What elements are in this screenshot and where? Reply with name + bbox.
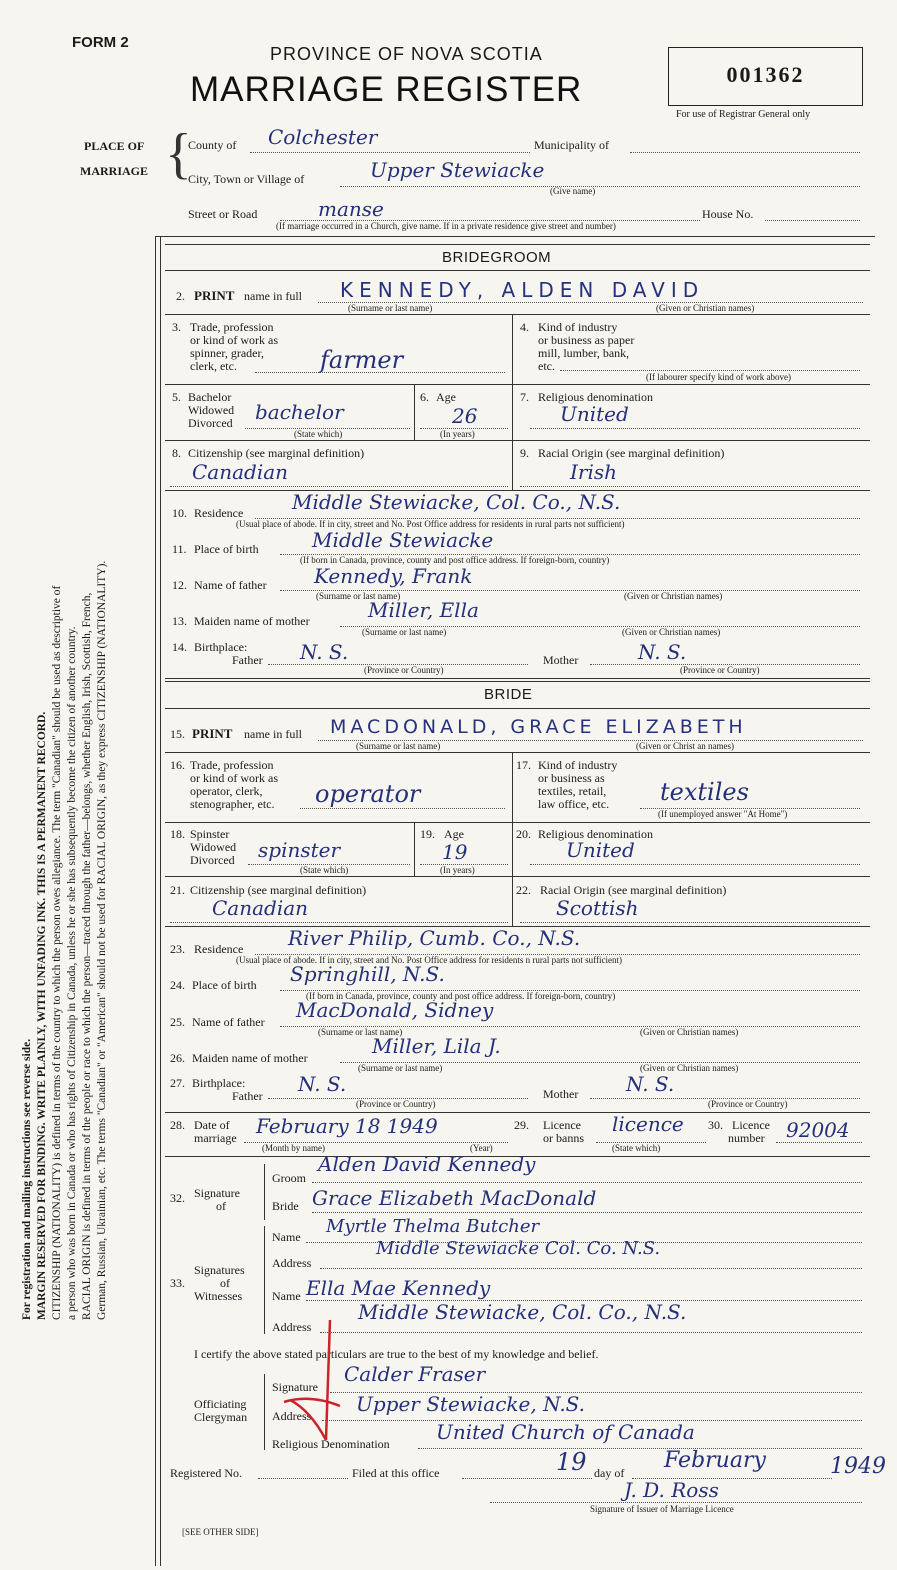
f33-l1: Signatures (194, 1263, 245, 1277)
f13-given-caption: (Given or Christian names) (622, 627, 721, 637)
f2-label: name in full (244, 289, 302, 303)
f23-note: (Usual place of abode. If in city, street and No. Post Office address for residents n rural parts not sufficient) (236, 955, 622, 965)
registrar-note: For use of Registrar General only (676, 109, 811, 120)
f27-label: Birthplace: (192, 1076, 246, 1090)
f10-num: 10. (172, 506, 187, 520)
bride-birthplace: Springhill, N.S. (290, 962, 445, 986)
bride-age: 19 (442, 840, 468, 864)
f3-l1: Trade, profession (190, 320, 274, 334)
clergy-signature: Calder Fraser (344, 1362, 486, 1386)
f28-num: 28. (170, 1118, 185, 1132)
f33-l3: Witnesses (194, 1289, 243, 1303)
bride-signature: Grace Elizabeth MacDonald (312, 1186, 597, 1210)
groom-racial-origin: Irish (570, 460, 618, 484)
f18-l2: Widowed (190, 840, 237, 854)
f32-l1: Signature (194, 1186, 240, 1200)
place-label-2: MARRIAGE (80, 164, 148, 178)
groom-citizenship: Canadian (192, 460, 289, 484)
f28-l1: Date of (194, 1118, 230, 1132)
month-caption: (Month by name) (262, 1143, 325, 1153)
bride-heading: BRIDE (484, 686, 533, 703)
bride-father-province-caption: (Province or Country) (356, 1099, 436, 1109)
f25-given-caption: (Given or Christian names) (640, 1027, 739, 1037)
f22-label: Racial Origin (see marginal definition) (540, 883, 727, 897)
w1-name-label: Name (272, 1230, 301, 1244)
f26-num: 26. (170, 1051, 185, 1065)
place-label-1: PLACE OF (84, 139, 145, 153)
f17-l2: or business as (538, 771, 605, 785)
f33-l2: of (220, 1276, 230, 1290)
bride-citizenship: Canadian (212, 896, 309, 920)
groom-full-name: KENNEDY, ALDEN DAVID (340, 278, 705, 302)
f16-num: 16. (170, 758, 185, 772)
f3-num: 3. (172, 320, 181, 334)
page-title: MARRIAGE REGISTER (190, 70, 583, 109)
province-title: PROVINCE OF NOVA SCOTIA (270, 44, 543, 64)
groom-in-years: (In years) (440, 429, 475, 439)
f11-note: (If born in Canada, province, county and post office address. If foreign-born, country) (300, 555, 610, 565)
witness2-name: Ella Mae Kennedy (306, 1276, 491, 1300)
f4-l4: etc. (538, 359, 555, 373)
f18-l3: Divorced (190, 853, 235, 867)
f29-l1: Licence (543, 1118, 581, 1132)
bride-sig-label: Bride (272, 1199, 299, 1213)
bride-surname-caption: (Surname or last name) (356, 741, 441, 751)
form-label: FORM 2 (72, 34, 129, 51)
filed-day: 19 (556, 1448, 587, 1476)
see-other-side: [SEE OTHER SIDE] (182, 1527, 259, 1537)
red-check-mark (280, 1310, 380, 1450)
groom-mother-label: Mother (543, 653, 579, 667)
margin-line-6: German, Russian, Ukrainian, etc. The terms "Canadian" or "American" should not be used for RACIAL ORIGIN, as they express CITIZENSHIP (NATIONALITY). (96, 560, 108, 1320)
f30-num: 30. (708, 1118, 723, 1132)
f24-note: (If born in Canada, province, county and post office address. If foreign-born, country) (306, 991, 616, 1001)
bride-given-caption: (Given or Christ an names) (636, 741, 734, 751)
f7-label: Religious denomination (538, 390, 653, 404)
f4-note: (If labourer specify kind of work above) (646, 372, 791, 382)
bride-racial-origin: Scottish (556, 896, 639, 920)
bride-residence: River Philip, Cumb. Co., N.S. (288, 926, 581, 950)
issuer-caption: Signature of Issuer of Marriage Licence (590, 1504, 734, 1514)
groom-state-which: (State which) (294, 429, 343, 439)
f5-num: 5. (172, 390, 181, 404)
f14-label: Birthplace: (194, 640, 248, 654)
f4-num: 4. (520, 320, 529, 334)
f5-l3: Divorced (188, 416, 233, 430)
f25-surname-caption: (Surname or last name) (318, 1027, 403, 1037)
f30-l2: number (728, 1131, 765, 1145)
f2-print: PRINT (194, 288, 235, 303)
f7-num: 7. (520, 390, 529, 404)
f12-surname-caption: (Surname or last name) (316, 591, 401, 601)
bride-mother-birthplace: N. S. (626, 1072, 675, 1096)
f11-label: Place of birth (194, 542, 259, 556)
groom-mother-birthplace: N. S. (638, 640, 687, 664)
f19-label: Age (444, 827, 464, 841)
groom-father-label: Father (232, 653, 263, 667)
f14-num: 14. (172, 640, 187, 654)
bride-mother-label: Mother (543, 1087, 579, 1101)
bride-marital-status: spinster (258, 838, 341, 862)
f25-label: Name of father (192, 1015, 265, 1029)
bride-full-name: MACDONALD, GRACE ELIZABETH (330, 716, 747, 738)
clergy-denomination: United Church of Canada (436, 1420, 695, 1444)
groom-mother-name: Miller, Ella (368, 598, 479, 622)
clergy-l1: Officiating (194, 1397, 247, 1411)
f3-l2: or kind of work as (190, 333, 278, 347)
city-value: Upper Stewiacke (370, 158, 545, 182)
street-label: Street or Road (188, 207, 258, 221)
bride-father-label: Father (232, 1089, 263, 1103)
groom-father-birthplace: N. S. (300, 640, 349, 664)
filed-label: Filed at this office (352, 1466, 440, 1480)
f16-l1: Trade, profession (190, 758, 274, 772)
witness1-name: Myrtle Thelma Butcher (326, 1216, 540, 1237)
year-caption: (Year) (470, 1143, 493, 1153)
county-value: Colchester (268, 125, 378, 149)
f10-note: (Usual place of abode. If in city, street and No. Post Office address for residents in rural parts not sufficient) (236, 519, 625, 529)
bride-father-birthplace: N. S. (298, 1072, 347, 1096)
bride-in-years: (In years) (440, 865, 475, 875)
f12-label: Name of father (194, 578, 267, 592)
clergy-address: Upper Stewiacke, N.S. (356, 1392, 586, 1416)
f24-label: Place of birth (192, 978, 257, 992)
f8-num: 8. (172, 446, 181, 460)
groom-given-caption: (Given or Christian names) (656, 303, 755, 313)
f24-num: 24. (170, 978, 185, 992)
f21-label: Citizenship (see marginal definition) (190, 883, 367, 897)
f19-num: 19. (420, 827, 435, 841)
f20-label: Religious denomination (538, 827, 653, 841)
place-note: (If marriage occurred in a Church, give name. If in a private residence give street and number) (276, 221, 616, 231)
f26-given-caption: (Given or Christian names) (640, 1063, 739, 1073)
groom-residence: Middle Stewiacke, Col. Co., N.S. (292, 490, 621, 514)
licence-or-banns: licence (612, 1112, 684, 1136)
f32-l2: of (216, 1199, 226, 1213)
f9-label: Racial Origin (see marginal definition) (538, 446, 725, 460)
w2-name-label: Name (272, 1289, 301, 1303)
f13-num: 13. (172, 614, 187, 628)
bride-mother-province-caption: (Province or Country) (708, 1099, 788, 1109)
f28-l2: marriage (194, 1131, 237, 1145)
f16-l4: stenographer, etc. (190, 797, 275, 811)
f5-l1: Bachelor (188, 390, 232, 404)
municipality-label: Municipality of (534, 138, 609, 152)
margin-line-2: MARGIN RESERVED FOR BINDING. WRITE PLAINLY, WITH UNFADING INK. THIS IS A PERMANENT RECORD. (36, 711, 48, 1320)
groom-age: 26 (452, 404, 478, 428)
filed-year: 1949 (830, 1454, 886, 1479)
margin-instructions (20, 300, 110, 1320)
f6-num: 6. (420, 390, 429, 404)
county-label: County of (188, 138, 237, 152)
place-brace: { (165, 123, 192, 185)
clergy-l2: Clergyman (194, 1410, 248, 1424)
licence-number: 92004 (786, 1118, 850, 1142)
f3-l3: spinner, grader, (190, 346, 265, 360)
groom-father-name: Kennedy, Frank (314, 564, 473, 588)
f12-num: 12. (172, 578, 187, 592)
registered-label: Registered No. (170, 1466, 242, 1480)
clergy-addr-label: Address (272, 1409, 312, 1423)
f26-label: Maiden name of mother (192, 1051, 308, 1065)
house-label: House No. (702, 207, 754, 221)
groom-trade: farmer (320, 346, 404, 374)
give-name-caption: (Give name) (550, 186, 596, 196)
f18-num: 18. (170, 827, 185, 841)
f32-num: 32. (170, 1191, 185, 1205)
f15-print: PRINT (192, 726, 233, 741)
f20-num: 20. (516, 827, 531, 841)
f25-num: 25. (170, 1015, 185, 1029)
f30-l1: Licence (732, 1118, 770, 1132)
f9-num: 9. (520, 446, 529, 460)
register-number: 001362 (726, 62, 805, 87)
margin-line-5: RACIAL ORIGIN is defined in terms of the people or race to which the person—traced through the father—belongs, whether English, Irish, Scottish, French, (81, 592, 93, 1320)
groom-marital-status: bachelor (255, 400, 344, 424)
bride-industry: textiles (660, 778, 749, 806)
clergy-relig-label: Religious Denomination (272, 1437, 390, 1451)
f23-label: Residence (194, 942, 244, 956)
f17-num: 17. (516, 758, 531, 772)
f17-note: (If unemployed answer "At Home") (658, 809, 788, 819)
f5-l2: Widowed (188, 403, 235, 417)
f22-num: 22. (516, 883, 531, 897)
bride-father-name: MacDonald, Sidney (296, 998, 494, 1022)
groom-heading: BRIDEGROOM (442, 249, 552, 266)
city-label: City, Town or Village of (188, 172, 305, 186)
f27-num: 27. (170, 1076, 185, 1090)
f17-l4: law office, etc. (538, 797, 610, 811)
f16-l3: operator, clerk, (190, 784, 263, 798)
clergy-sig-label: Signature (272, 1380, 318, 1394)
groom-father-province-caption: (Province or Country) (364, 665, 444, 675)
f11-num: 11. (172, 542, 187, 556)
f4-l2: or business as paper (538, 333, 635, 347)
f26-surname-caption: (Surname or last name) (358, 1063, 443, 1073)
day-of-label: day of (594, 1466, 625, 1480)
f12-given-caption: (Given or Christian names) (624, 591, 723, 601)
f23-num: 23. (170, 942, 185, 956)
register-number-box (668, 47, 863, 106)
w1-address-label: Address (272, 1256, 312, 1270)
f21-num: 21. (170, 883, 185, 897)
groom-sig-label: Groom (272, 1171, 306, 1185)
f15-num: 15. (170, 727, 185, 741)
f18-l1: Spinster (190, 827, 230, 841)
f13-surname-caption: (Surname or last name) (362, 627, 447, 637)
certify-text: I certify the above stated particulars are true to the best of my knowledge and belief. (194, 1347, 599, 1361)
filed-month: February (664, 1448, 766, 1473)
bride-mother-name: Miller, Lila J. (372, 1034, 501, 1058)
issuer-signature: J. D. Ross (624, 1478, 719, 1502)
groom-mother-province-caption: (Province or Country) (680, 665, 760, 675)
f4-l1: Kind of industry (538, 320, 618, 334)
groom-religion: United (560, 402, 629, 426)
bride-religion: United (566, 838, 635, 862)
f10-label: Residence (194, 506, 244, 520)
f29-num: 29. (514, 1118, 529, 1132)
groom-surname-caption: (Surname or last name) (348, 303, 433, 313)
groom-birthplace: Middle Stewiacke (312, 528, 494, 552)
f29-l2: or banns (543, 1131, 584, 1145)
marriage-date: February 18 1949 (256, 1114, 438, 1138)
bride-trade: operator (315, 780, 421, 808)
licence-state-which: (State which) (612, 1143, 661, 1153)
f8-label: Citizenship (see marginal definition) (188, 446, 365, 460)
w2-address-label: Address (272, 1320, 312, 1334)
f33-num: 33. (170, 1276, 185, 1290)
f17-l3: textiles, retail, (538, 784, 607, 798)
f2-num: 2. (176, 289, 185, 303)
groom-signature: Alden David Kennedy (318, 1152, 536, 1176)
witness2-address: Middle Stewiacke, Col. Co., N.S. (358, 1300, 687, 1324)
bride-state-which: (State which) (300, 865, 349, 875)
f4-l3: mill, lumber, bank, (538, 346, 630, 360)
f6-label: Age (436, 390, 456, 404)
f17-l1: Kind of industry (538, 758, 618, 772)
street-value: manse (318, 197, 384, 221)
f13-label: Maiden name of mother (194, 614, 310, 628)
margin-line-4: a person who was born in Canada or who has rights of Citizenship in Canada, unless he or she has subsequently become the citizen of another country. (66, 626, 78, 1320)
f16-l2: or kind of work as (190, 771, 278, 785)
f15-label: name in full (244, 727, 302, 741)
witness1-address: Middle Stewiacke Col. Co. N.S. (376, 1238, 661, 1259)
margin-line-1: For registration and mailing instructions see reverse side. (21, 1038, 33, 1320)
margin-line-3: CITIZENSHIP (NATIONALITY) is defined in terms of the country to which the person owes allegiance. The term "Canadian" should be used as descriptive of (51, 585, 63, 1320)
f3-l4: clerk, etc. (190, 359, 237, 373)
